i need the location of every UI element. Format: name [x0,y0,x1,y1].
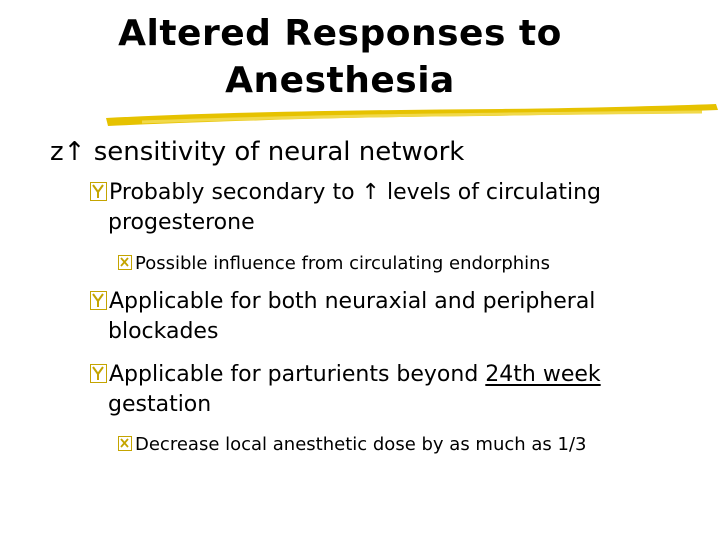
bullet-text: Possible influence from circulating endorphins [135,253,550,274]
bullet-level3-dose [118,433,587,457]
bullet-text-continuation: gestation [108,392,212,417]
up-arrow-icon: ↑ [361,180,380,205]
title-line-2: Anesthesia [225,60,455,101]
bullet-level1-sensitivity [50,136,464,168]
slide-title [60,10,620,104]
title-line-1: Altered Responses to [118,13,562,54]
up-arrow-icon: ↑ [63,137,86,167]
x-box-bullet-icon [118,255,132,270]
bullet-level2-progesterone: Probably secondary to ↑ levels of circulating progesterone [90,178,700,238]
bullet-level2-blockades [90,287,700,347]
underlined-text: 24th week [485,362,601,387]
bullet-text: Applicable for both neuraxial and peripheral [109,289,596,314]
bullet-level3-endorphins [118,252,550,276]
bullet-z-icon: z [50,137,64,167]
bullet-level2-parturients: Applicable for parturients beyond 24th week gestation [90,360,700,420]
checkbox-bullet-icon [90,291,107,310]
bullet-text-continuation: progesterone [108,210,255,235]
checkbox-bullet-icon [90,182,107,201]
bullet-text: Decrease local anesthetic dose by as much as 1/3 [135,434,587,455]
title-underline-brushstroke [102,98,720,132]
x-box-bullet-icon [118,436,132,451]
bullet-text-continuation: blockades [108,319,219,344]
checkbox-bullet-icon [90,364,107,383]
bullet-text: sensitivity of neural network [93,137,465,167]
